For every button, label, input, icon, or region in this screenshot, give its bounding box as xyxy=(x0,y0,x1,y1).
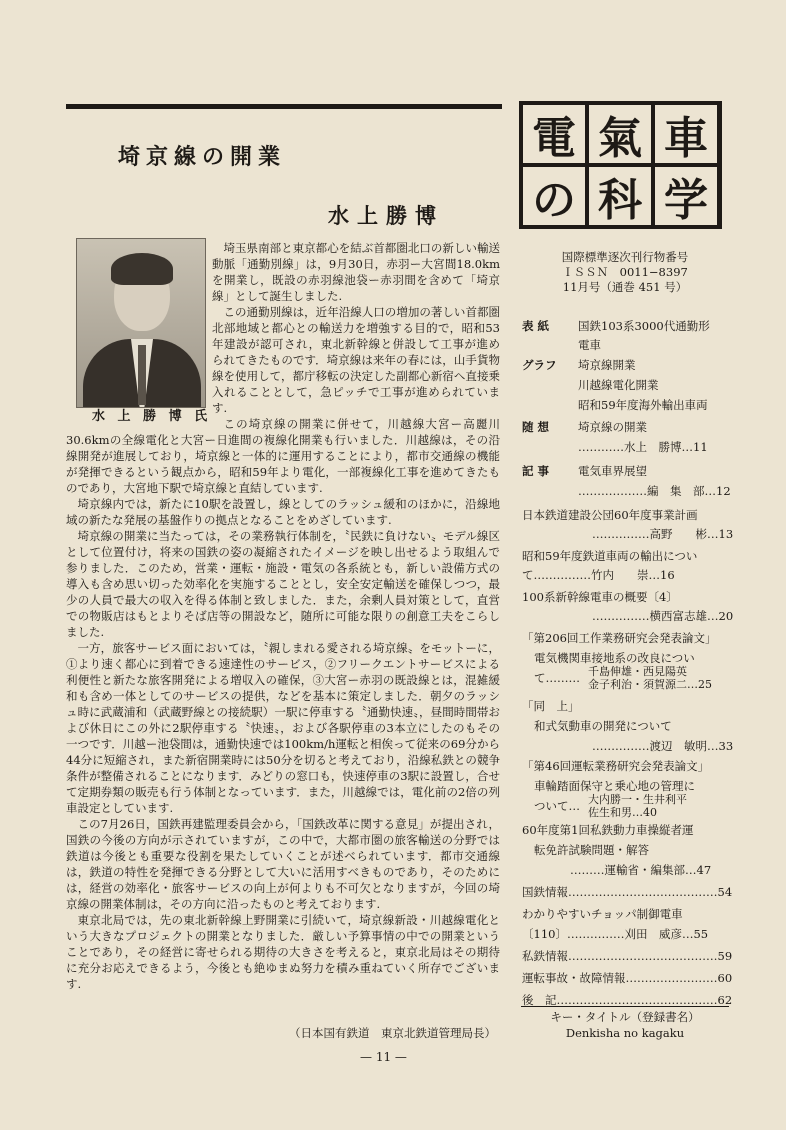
toc-entry: 国鉄情報…………………………………54 xyxy=(522,885,733,899)
article-author: 水上勝博 xyxy=(328,203,444,228)
toc-label: 随 想 xyxy=(522,420,550,434)
toc-entry: 車輪踏面保守と乗心地の管理に xyxy=(534,779,695,793)
toc-entry-author: …………水上 勝博…11 xyxy=(578,440,708,454)
logo-char: 電 xyxy=(523,105,585,163)
key-title xyxy=(521,1006,729,1041)
paragraph: 埼京線内では，新たに10駅を設置し，線としてのラッシュ緩和のほかに，沿線地域の新たな発展の基盤作りの拠点となることをめざしています. xyxy=(66,497,500,527)
paragraph: 埼玉県南部と東京都心を結ぶ首都圏北口の新しい輸送動脈「通勤別線」は，9月30日，赤羽ー大宮間18.0kmを開業し，既設の赤羽線池袋ー赤羽間を含めて「埼京線」として誕生しました. xyxy=(212,241,500,303)
toc-entry: 電車 xyxy=(578,338,601,352)
toc-entry-author: ……………高野 彬…13 xyxy=(592,527,734,541)
page-number: — 11 — xyxy=(360,1050,407,1064)
toc-entry: 国鉄103系3000代通勤形 xyxy=(578,319,710,333)
toc-entry: わかりやすいチョッパ制御電車 xyxy=(522,907,683,921)
toc-entry: 和式気動車の開発について xyxy=(534,719,672,733)
issn-number: ＩＳＳＮ 0011−8397 xyxy=(562,265,688,279)
toc-entry: 後 記……………………………………62 xyxy=(522,993,733,1007)
toc-entry: 日本鉄道建設公団60年度事業計画 xyxy=(522,508,698,522)
toc-label: グラフ xyxy=(522,358,557,372)
issue-number: 11月号（通巻 451 号） xyxy=(562,280,688,294)
toc-entry-author: ……………渡辺 敏明…33 xyxy=(592,739,734,753)
toc-entry: ついて… xyxy=(534,799,580,813)
paragraph: 埼京線の開業に当たっては，その業務執行体制を，〝民鉄に負けない〟モデル線区として位置付け，将来の国鉄の姿の凝縮されたイメージを映し出せるよう取組んで参りました．このため，営業・運転・施設・電気の各系統とも，新しい設備方式の導入も含め思い切った効率化を実施することとし，安全安定輸送を確保しつつ，最少の人員で最大の収入を得る体制と致しました．また，余剰人員対策として，直営での物販店はもとよりそば店等の開設など，随所に可能な限りの創意工夫をこらしました. xyxy=(66,529,500,639)
logo-char: の xyxy=(523,167,585,225)
toc-entry: て……… xyxy=(534,671,580,685)
title-rule xyxy=(66,104,502,109)
paragraph: 東京北局では，先の東北新幹線上野開業に引続いて，埼京線新設・川越線電化という大きなプロジェクトの開業となりました．厳しい予算事情の中での開業ということであり，その経営に寄せられる期待の大きさを考えると，東京北局はその期待に充分お応えできるよう，今後とも絶ゆまぬ努力を積み重ねていく所存でございます. xyxy=(66,913,500,991)
paragraph: この7月26日，国鉄再建監理委員会から，「国鉄改革に関する意見」が提出され，国鉄の今後の方向が示されていますが，この中で，大都市圏の旅客輸送の分野では鉄道は今後とも重要な役割を果たしていくことが述べられています．都市交通線は，鉄道の特性を発揮できる分野として大いに活用すべきものであり，そのためには，経営の効率化・旅客サービスの向上が何よりも不可欠となりますが，今回の埼京線の開業体制は，その方向に沿ったものと考えております. xyxy=(66,817,500,911)
article-signature: （日本国有鉄道 東京北鉄道管理局長） xyxy=(289,1026,496,1040)
toc-entry-author: 千島伸雄・西見陽英 xyxy=(588,665,687,678)
toc-entry: 昭和59年度海外輸出車両 xyxy=(578,398,708,412)
logo-char: 学 xyxy=(655,167,717,225)
issn-block xyxy=(520,250,730,295)
article-body xyxy=(66,240,500,992)
toc-entry: 電気機関車接地系の改良につい xyxy=(534,651,695,665)
toc-entry: 「同 上」 xyxy=(522,699,580,713)
issn-label: 国際標準逐次刊行物番号 xyxy=(561,250,689,264)
toc-label: 表 紙 xyxy=(522,319,550,333)
article-title: 埼京線の開業 xyxy=(118,144,287,170)
key-title-value: Denkisha no kagaku xyxy=(565,1026,685,1040)
toc-entry-author: 金子利治・須賀源二…25 xyxy=(588,678,712,691)
toc-entry-author: ………………編 集 部…12 xyxy=(578,484,731,498)
toc-entry-author: 大内勝一・生井利平 xyxy=(588,793,687,806)
toc-entry: て……………竹内 崇…16 xyxy=(522,568,675,582)
toc-entry: 「第206回工作業務研究会発表論文」 xyxy=(522,631,717,645)
toc-entry: 60年度第1回私鉄動力車操縦者運 xyxy=(522,823,694,837)
toc-entry: 100系新幹線電車の概要〔4〕 xyxy=(522,590,678,604)
key-title-label: キー・タイトル（登録書名） xyxy=(550,1010,700,1024)
toc-entry: 埼京線の開業 xyxy=(578,420,647,434)
paragraph: 一方，旅客サービス面においては，〝親しまれる愛される埼京線〟をモットーに，①より速く都心に到着できる速達性のサービス，②フリークエントサービスによる利便性と新たな旅客開発による増収入の確保，③大宮ー赤羽の既設線とは，混雑緩和も含め一体としてのサービスの提供，などを基本に策定しました．朝夕のラッシュ時に武蔵浦和（武蔵野線との接続駅）一駅に停車する〝通勤快速〟，昼間時間帯および休日にこの外に2駅停車する〝快速〟，および各駅停車の3本立にしたのもその一つです．川越ー池袋間は，通勤快速では100km/h運転と相俟って従来の69分から44分に短縮され，また新宿開業時には50分を切ると考えており，沿線私鉄との競争条件が整備されることになります．みどりの窓口も，快速停車の3駅に設置し，合せて定期券類の販売も行う体制となっています．また，川越線では，電化前の2倍の列車設定としています. xyxy=(66,641,500,815)
toc-entry: 私鉄情報…………………………………59 xyxy=(522,949,733,963)
toc-entry-author: ……………横西富志雄…20 xyxy=(592,609,734,623)
toc-label: 記 事 xyxy=(522,464,550,478)
logo-char: 科 xyxy=(589,167,651,225)
photo-caption: 水 上 勝 博 氏 xyxy=(92,409,212,424)
toc-entry: 転免許試験問題・解答 xyxy=(534,843,649,857)
toc-entry: 〔110〕……………刈田 威彦…55 xyxy=(522,927,709,941)
toc-entry: 昭和59年度鉄道車両の輸出につい xyxy=(522,549,698,563)
paragraph: この通勤別線は，近年沿線人口の増加の著しい首都圏北部地域と都心との輸送力を増強する目的で，昭和53年建設が認可され，東北新幹線と併設して工事が進められてきたものです．埼京線は来年の春には，山手貨物線を使用して，都庁移転の決定した副都心新宿へ直接乗入れることとして，急ピッチで工事が進められています. xyxy=(212,305,500,415)
toc-entry: 埼京線開業 xyxy=(578,358,636,372)
toc-entry-author: ………運輸省・編集部…47 xyxy=(570,863,712,877)
magazine-logo xyxy=(519,101,722,229)
toc-entry: 川越線電化開業 xyxy=(578,378,659,392)
logo-char: 車 xyxy=(655,105,717,163)
toc-entry: 運転事故・故障情報……………………60 xyxy=(522,971,733,985)
toc-entry-author: 佐生和男…40 xyxy=(588,806,657,819)
toc-entry: 「第46回運転業務研究会発表論文」 xyxy=(522,759,710,773)
toc-entry: 電気車界展望 xyxy=(578,464,647,478)
paragraph: この埼京線の開業に併せて，川越線大宮ー高麗川30.6kmの全線電化と大宮ー日進間の複線化開業も行いました．川越線は，その沿線開発が進展しており，埼京線と一体的に運用することにより，都市交通線の機能が発揮できるという観点から，昭和59年より電化，一部複線化工事を進めてきたものであり，大宮地下駅で埼京線と直結しています. xyxy=(66,417,500,495)
logo-char: 氣 xyxy=(589,105,651,163)
